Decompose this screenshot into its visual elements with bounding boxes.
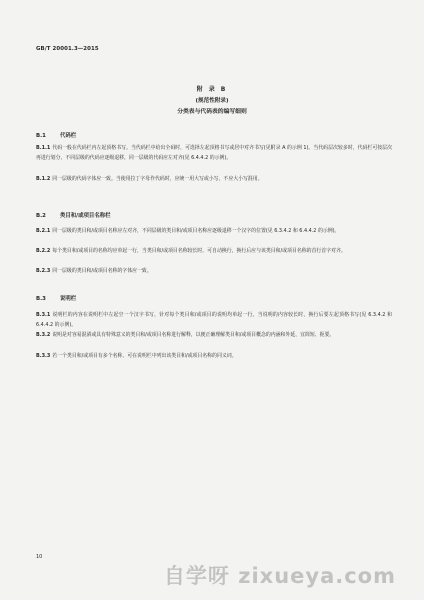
paragraph-b1-2 [36,174,392,184]
paragraph-number: B.2.1 [36,228,51,234]
section-number: B.3 [36,296,46,302]
paragraph-b1-1 [36,143,392,163]
section-number: B.1 [36,133,46,139]
page-number: 10 [36,554,43,560]
standard-number: GB/T 20001.3—2015 [36,46,99,52]
paragraph-text: 同一层级的类目和/或项目名称应左对齐，不同层级的类目和/或项目名称应逐级退移一个汉字的位置(见 6.3.4.2 和 6.4.4.2 的示例)。 [52,228,340,234]
section-heading-b3 [36,294,76,302]
paragraph-number: B.2.2 [36,248,51,254]
paragraph-text: 若一个类目和/或项目有多个名称，可在说明栏中列出该类目和/或项目名称的同义词。 [52,353,237,359]
appendix-nature: (规范性附录) [195,98,229,104]
section-heading-b2 [36,211,111,219]
paragraph-b2-3 [36,266,392,276]
paragraph-number: B.3.1 [36,312,51,318]
paragraph-text: 代码一般在代码栏内左起顶格书写。当代码栏中给出全码时，可选择左起顶格书写或居中对齐书写(见附录 A 的示例 1)。当代码层次较多时，代码栏可按层次再进行划分，不同层级的代码应逐级退移，同一层级的代码应左对齐(见 6.4.4.2 的示例)。 [36,145,392,162]
paragraph-text: 说明栏的内容在说明栏中左起空一个汉字书写，针对每个类目和/或项目的说明均单起一行，当说明的内容较长时，换行后要左起顶格书写(见 6.3.4.2 和 6.4.4.2 的示例)。 [36,312,392,329]
paragraph-number: B.1.2 [36,176,51,182]
paragraph-text: 说明是对容易混淆或具有特殊意义的类目和/或项目名称进行解释，以便正确理解类目和/或项目概念的内涵和外延，宜简短、扼要。 [52,332,335,338]
section-number: B.2 [36,213,46,219]
paragraph-text: 同一层级的类目和/或项目名称的字体应一致。 [52,268,152,274]
paragraph-b2-2 [36,246,392,256]
section-title: 类目和/或项目名称栏 [60,213,111,219]
section-title: 代码栏 [60,133,77,139]
paragraph-number: B.3.3 [36,353,51,359]
paragraph-number: B.3.2 [36,332,51,338]
section-title: 说明栏 [60,296,77,302]
paragraph-b3-2 [36,330,392,340]
paragraph-text: 同一层级的代码字体应一致。当使用拉丁字母作代码时，应统一用大写或小写，不应大小写混用。 [52,176,263,182]
paragraph-text: 每个类目和/或项目的名称均应单起一行，当类目和/或项目名称较长时，可自动换行，换行后应与该类目和/或项目名称的首行首字对齐。 [52,248,346,254]
paragraph-b3-1 [36,310,392,330]
paragraph-number: B.1.1 [36,145,51,151]
paragraph-b2-1 [36,226,392,236]
section-heading-b1 [36,131,76,139]
site-watermark: 自学呀 zixueya.com [163,564,396,588]
appendix-title: 附 录 B [196,86,228,93]
paragraph-b3-3 [36,351,392,361]
paragraph-number: B.2.3 [36,268,51,274]
appendix-name: 分类表与代码表的编写细则 [177,109,247,115]
